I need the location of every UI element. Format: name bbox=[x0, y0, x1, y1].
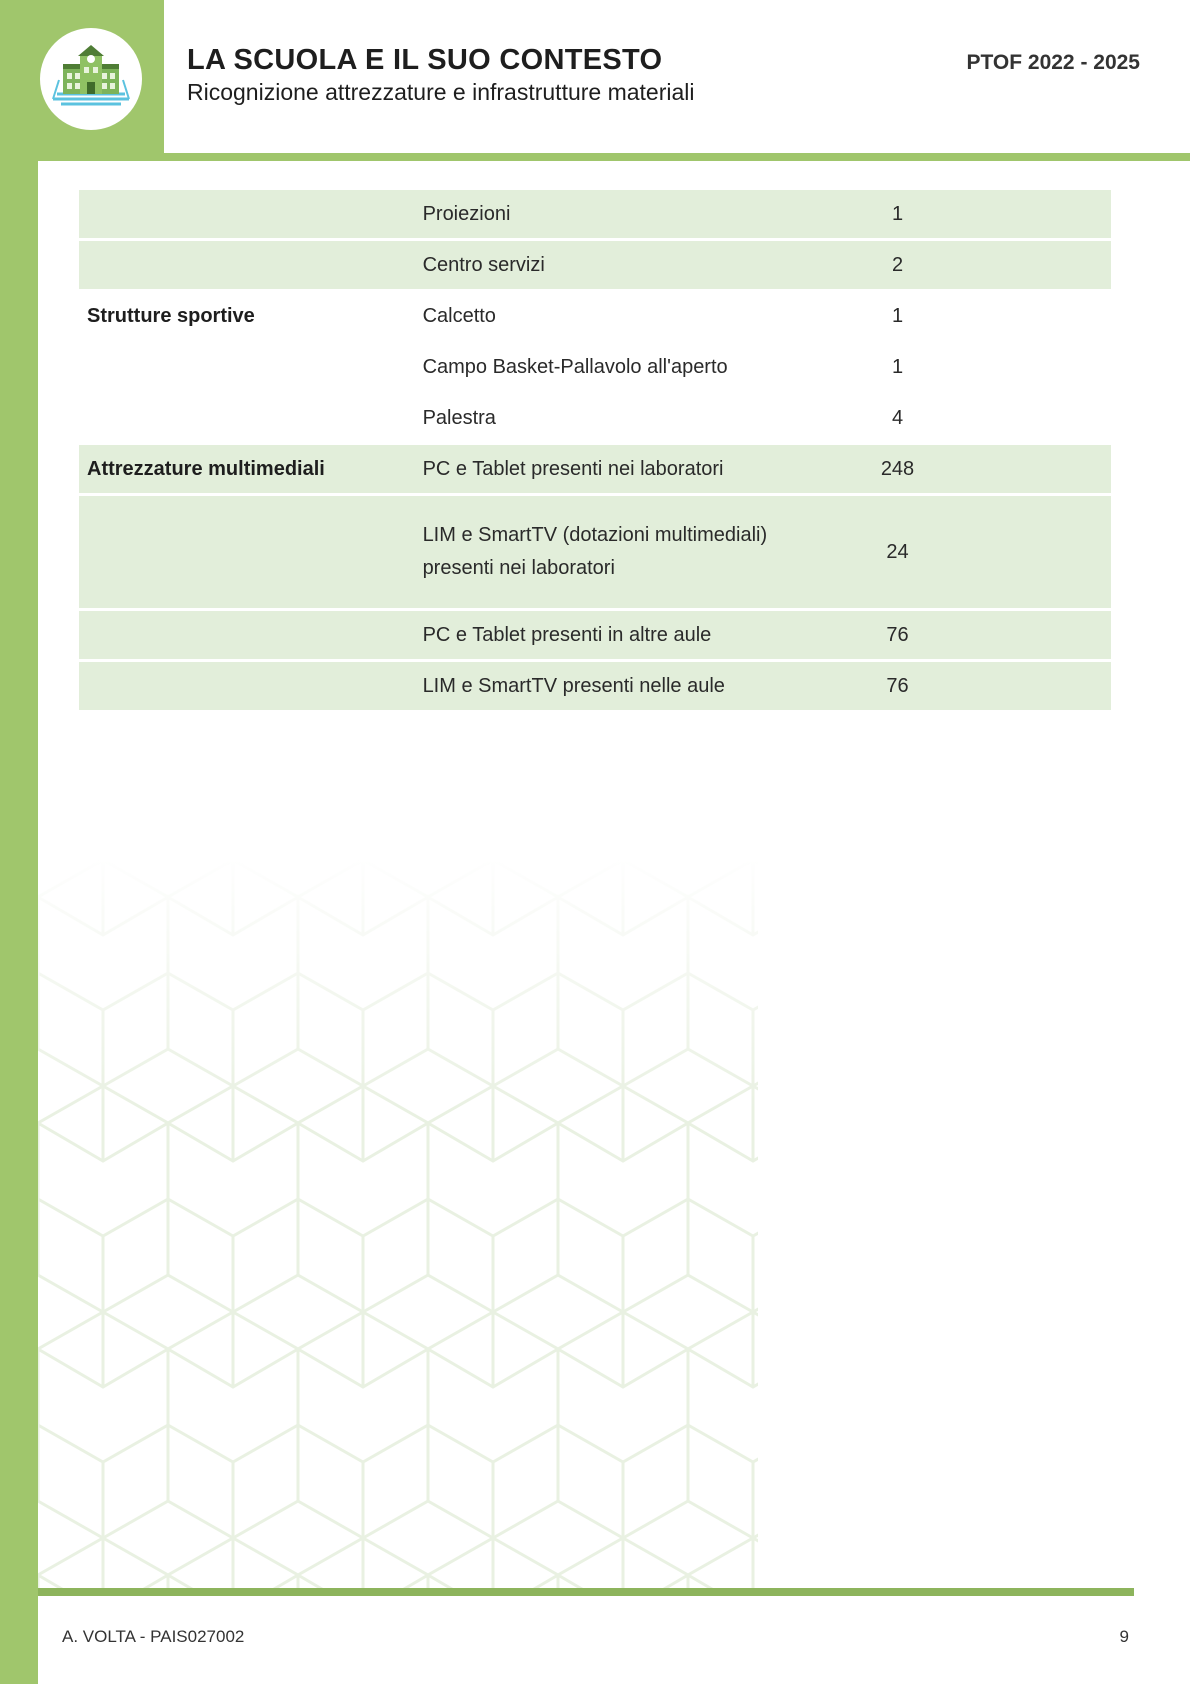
school-building-icon bbox=[49, 42, 133, 117]
row-spacer bbox=[945, 611, 1111, 659]
row-item: Proiezioni bbox=[415, 190, 850, 238]
row-category bbox=[79, 611, 415, 659]
table-row bbox=[79, 662, 1111, 710]
row-quantity: 1 bbox=[891, 304, 904, 327]
footer-school-code: A. VOLTA - PAIS027002 bbox=[62, 1627, 245, 1646]
row-spacer bbox=[945, 662, 1111, 710]
row-item: LIM e SmartTV (dotazioni multimediali) presenti nei laboratori bbox=[415, 496, 850, 608]
row-spacer bbox=[945, 394, 1111, 442]
row-category bbox=[79, 394, 415, 442]
row-quantity: 24 bbox=[850, 496, 945, 608]
row-item: Calcetto bbox=[422, 304, 496, 327]
table-row bbox=[79, 611, 1111, 659]
row-category bbox=[79, 241, 415, 289]
footer-divider bbox=[38, 1588, 1134, 1596]
row-item: Centro servizi bbox=[415, 241, 850, 289]
left-accent-bar bbox=[0, 0, 38, 1684]
row-spacer bbox=[945, 190, 1111, 238]
row-item: Palestra bbox=[422, 406, 496, 429]
row-quantity: 76 bbox=[850, 611, 945, 659]
table-row bbox=[79, 190, 1111, 238]
row-quantity: 4 bbox=[891, 406, 904, 429]
header-divider bbox=[38, 153, 1190, 161]
row-category bbox=[79, 662, 415, 710]
table-row bbox=[79, 343, 1111, 391]
table-row bbox=[79, 496, 1111, 608]
row-quantity: 1 bbox=[891, 355, 904, 378]
row-spacer bbox=[945, 343, 1111, 391]
hexagon-background-pattern bbox=[38, 860, 758, 1588]
table-row bbox=[79, 394, 1111, 442]
row-category: Attrezzature multimediali bbox=[79, 445, 415, 493]
row-spacer bbox=[945, 292, 1111, 340]
row-spacer bbox=[945, 445, 1111, 493]
section-subtitle: Ricognizione attrezzature e infrastrutture materiali bbox=[187, 79, 695, 105]
row-quantity: 76 bbox=[850, 662, 945, 710]
section-title: LA SCUOLA E IL SUO CONTESTO bbox=[187, 44, 663, 76]
row-item: PC e Tablet presenti nei laboratori bbox=[415, 445, 850, 493]
logo-badge bbox=[40, 28, 142, 130]
document-label: PTOF 2022 - 2025 bbox=[966, 51, 1140, 74]
row-item: LIM e SmartTV presenti nelle aule bbox=[415, 662, 850, 710]
row-quantity: 2 bbox=[850, 241, 945, 289]
table-row bbox=[79, 445, 1111, 493]
row-category bbox=[79, 190, 415, 238]
row-category bbox=[79, 343, 415, 391]
header-logo-block bbox=[0, 0, 164, 160]
row-spacer bbox=[945, 496, 1111, 608]
row-category: Strutture sportive bbox=[87, 304, 255, 327]
infrastructure-table bbox=[79, 187, 1111, 713]
page-number: 9 bbox=[1119, 1627, 1129, 1646]
row-item: PC e Tablet presenti in altre aule bbox=[415, 611, 850, 659]
row-spacer bbox=[945, 241, 1111, 289]
table-row bbox=[79, 241, 1111, 289]
table-row bbox=[79, 292, 1111, 340]
row-category bbox=[79, 496, 415, 608]
row-quantity: 1 bbox=[850, 190, 945, 238]
row-item: Campo Basket-Pallavolo all'aperto bbox=[422, 355, 728, 378]
row-quantity: 248 bbox=[850, 445, 945, 493]
